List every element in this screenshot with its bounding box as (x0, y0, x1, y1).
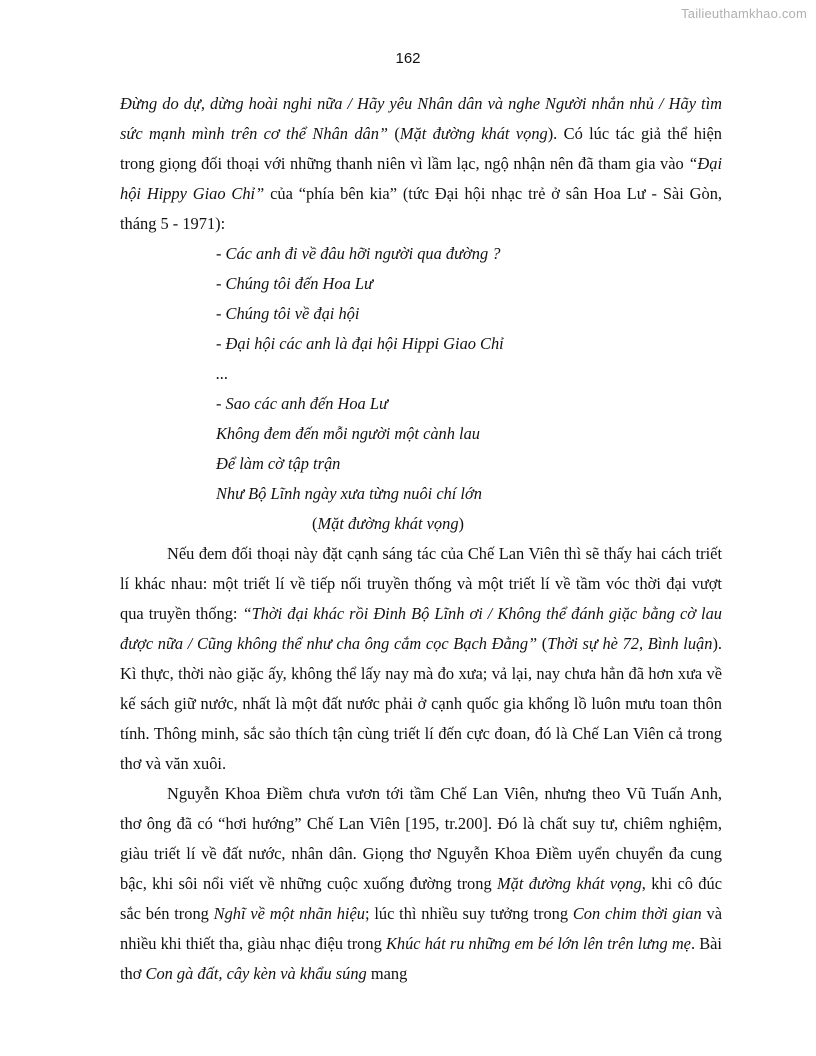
page-number: 162 (395, 50, 421, 67)
quote-text: “Đại hội Hippy Giao Chỉ” (120, 154, 722, 203)
watermark-text: Tailieuthamkhao.com (681, 6, 807, 21)
poem-line (216, 449, 722, 479)
work-title: Mặt đường khát vọng (496, 874, 642, 893)
page-content (120, 89, 722, 989)
poem-line-text: Không đem đến mỗi người một cành lau (216, 424, 480, 443)
paragraph-2 (120, 539, 722, 779)
poem-line-text: - Chúng tôi về đại hội (216, 304, 360, 323)
poem-line (216, 479, 722, 509)
text-span: và nhiều khi thiết tha, giàu nhạc điệu trong (120, 904, 722, 953)
poem-line (216, 269, 722, 299)
text-span: ; lúc thì nhiều suy tưởng trong (364, 904, 573, 923)
poem-line (216, 299, 722, 329)
text-span: Nếu đem đối thoại này đặt cạnh sáng tác của Chế Lan Viên thì sẽ thấy hai cách triết lí khác nhau: một triết lí về tiếp nối truyền thống và một triết lí về tầm vóc thời đại vượt qua truyền thống: (120, 544, 722, 623)
text-span: của “phía bên kia” (tức Đại hội nhạc trẻ ở sân Hoa Lư - Sài Gòn, tháng 5 - 1971): (120, 184, 722, 233)
quote-text: Đừng do dự, dừng hoài nghi nữa / Hãy yêu Nhân dân và nghe Người nhắn nhủ / Hãy tìm sức mạnh mình trên cơ thể Nhân dân” (120, 94, 722, 143)
paragraph-3 (120, 779, 722, 989)
text-span: ( (388, 124, 400, 143)
poem-line-text: Như Bộ Lĩnh ngày xưa từng nuôi chí lớn (216, 484, 482, 503)
poem-source (216, 509, 722, 539)
poem-line (216, 329, 722, 359)
work-title: Khúc hát ru những em bé lớn lên trên lưng mẹ (385, 934, 691, 953)
work-title: Mặt đường khát vọng (317, 514, 459, 533)
poem-line (216, 389, 722, 419)
poem-line (216, 239, 722, 269)
work-title: Con gà đất, cây kèn và khẩu súng (145, 964, 367, 983)
work-title: Con chim thời gian (572, 904, 702, 923)
text-span: mang (366, 964, 408, 983)
poem-line-text: - Sao các anh đến Hoa Lư (216, 394, 388, 413)
text-span: ) (458, 514, 464, 533)
poem-line-text: - Các anh đi về đâu hỡi người qua đường ? (216, 244, 501, 263)
text-span: . Bài thơ (120, 934, 722, 983)
text-span: ( (537, 634, 548, 653)
text-span: ). Kì thực, thời nào giặc ấy, không thể lấy nay mà đo xưa; vả lại, nay chưa hẳn đã hơn xưa về kế sách giữ nước, nhất là một đất nước phải ở cạnh quốc gia khổng lồ luôn mưu toan thôn tính. Thông minh, sắc sảo thích tận cùng triết lí đến cực đoan, đó là Chế Lan Viên cả trong thơ và văn xuôi. (120, 634, 723, 773)
poem-line-text: Để làm cờ tập trận (216, 454, 341, 473)
work-title: Thời sự hè 72, Bình luận (547, 634, 713, 653)
text-span: ). Có lúc tác giả thể hiện trong giọng đối thoại với những thanh niên vì lầm lạc, ngộ nhận nên đã tham gia vào (120, 124, 722, 173)
text-span: Nguyễn Khoa Điềm chưa vươn tới tầm Chế Lan Viên, nhưng theo Vũ Tuấn Anh, thơ ông đã có “hơi hướng” Chế Lan Viên [195, tr.200]. Đó là chất suy tư, chiêm nghiệm, giàu triết lí về đất nước, nhân dân. Giọng thơ Nguyễn Khoa Điềm uyển chuyển đa cung bậc, khi sôi nổi viết về những cuộc xuống đường trong (120, 784, 722, 893)
poem-line-text: - Đại hội các anh là đại hội Hippi Giao Chỉ (216, 334, 504, 353)
paragraph-1 (120, 89, 722, 239)
quote-text: “Thời đại khác rồi Đinh Bộ Lĩnh ơi / Không thể đánh giặc bằng cờ lau được nữa / Cũng không thể như cha ông cắm cọc Bạch Đằng” (120, 604, 722, 653)
poem-line-text: ... (216, 364, 229, 383)
poem-excerpt (120, 239, 722, 539)
text-span: , khi cô đúc sắc bén trong (120, 874, 722, 923)
poem-line-text: - Chúng tôi đến Hoa Lư (216, 274, 373, 293)
poem-line (216, 419, 722, 449)
poem-line (216, 359, 722, 389)
text-span: ( (312, 514, 318, 533)
work-title: Mặt đường khát vọng (399, 124, 548, 143)
work-title: Nghĩ về một nhãn hiệu (213, 904, 365, 923)
